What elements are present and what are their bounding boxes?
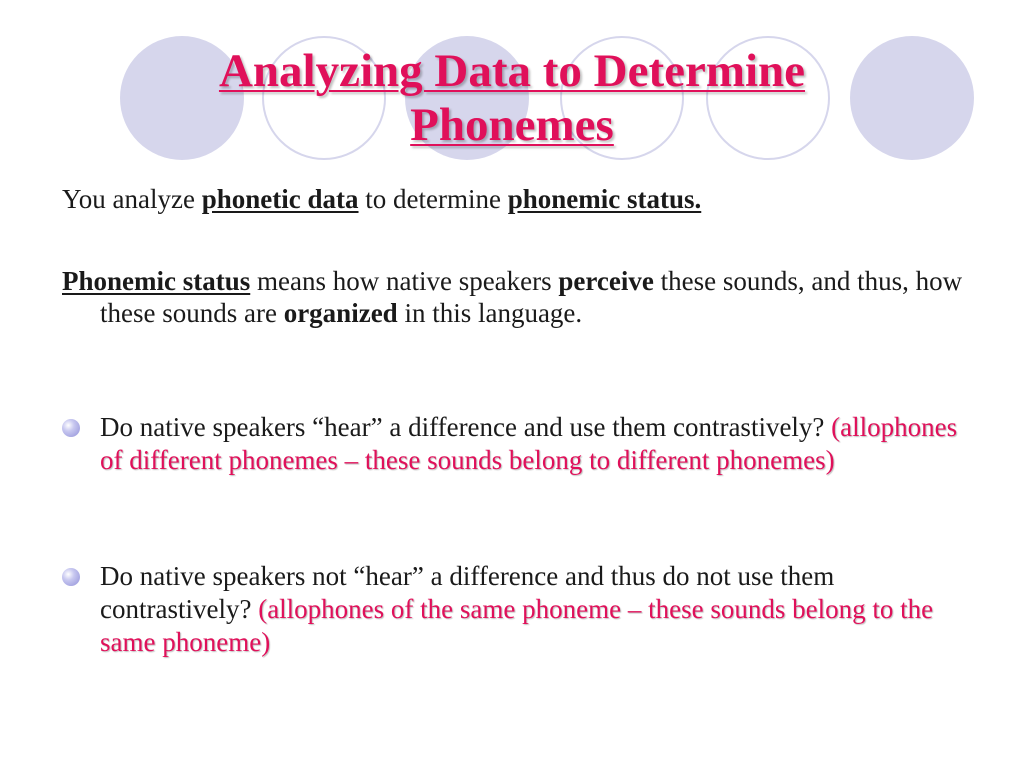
- intro-paragraph: [62, 183, 962, 215]
- intro-term-phonemic-status: phonemic status.: [507, 184, 702, 214]
- bullet-dot-icon: [62, 568, 80, 586]
- bullet-item-1: [62, 411, 972, 477]
- bullet-item-2: [62, 560, 972, 659]
- bullet-highlight-2: (allophones of the same phoneme – these sounds belong to the same phoneme): [100, 594, 934, 657]
- definition-term: Phonemic status: [62, 266, 251, 296]
- bullet-text-1: [100, 411, 972, 477]
- bullet-text-2: [100, 560, 972, 659]
- bullet-question-1: Do native speakers “hear” a difference and use them contrastively?: [100, 412, 832, 442]
- definition-part-3: in this language.: [397, 298, 583, 328]
- intro-middle: to determine: [358, 184, 508, 214]
- slide-title-line-1: Analyzing Data to Determine: [218, 45, 806, 97]
- definition-part-1: means how native speakers: [250, 266, 559, 296]
- slide-title: [0, 44, 1024, 152]
- bullet-dot-icon: [62, 419, 80, 437]
- definition-part-2: these sounds, and thus, how these sounds are: [100, 266, 963, 328]
- definition-bold-organized: organized: [283, 298, 398, 328]
- bullet-question-2: Do native speakers not “hear” a difference and thus do not use them contrastively?: [100, 561, 835, 624]
- definition-paragraph: [62, 265, 980, 329]
- slide-title-line-2: Phonemes: [410, 99, 614, 151]
- bullet-highlight-1: (allophones of different phonemes – these sounds belong to different phonemes): [100, 412, 958, 475]
- intro-term-phonetic-data: phonetic data: [201, 184, 359, 214]
- intro-prefix: You analyze: [62, 184, 202, 214]
- definition-bold-perceive: perceive: [558, 266, 654, 296]
